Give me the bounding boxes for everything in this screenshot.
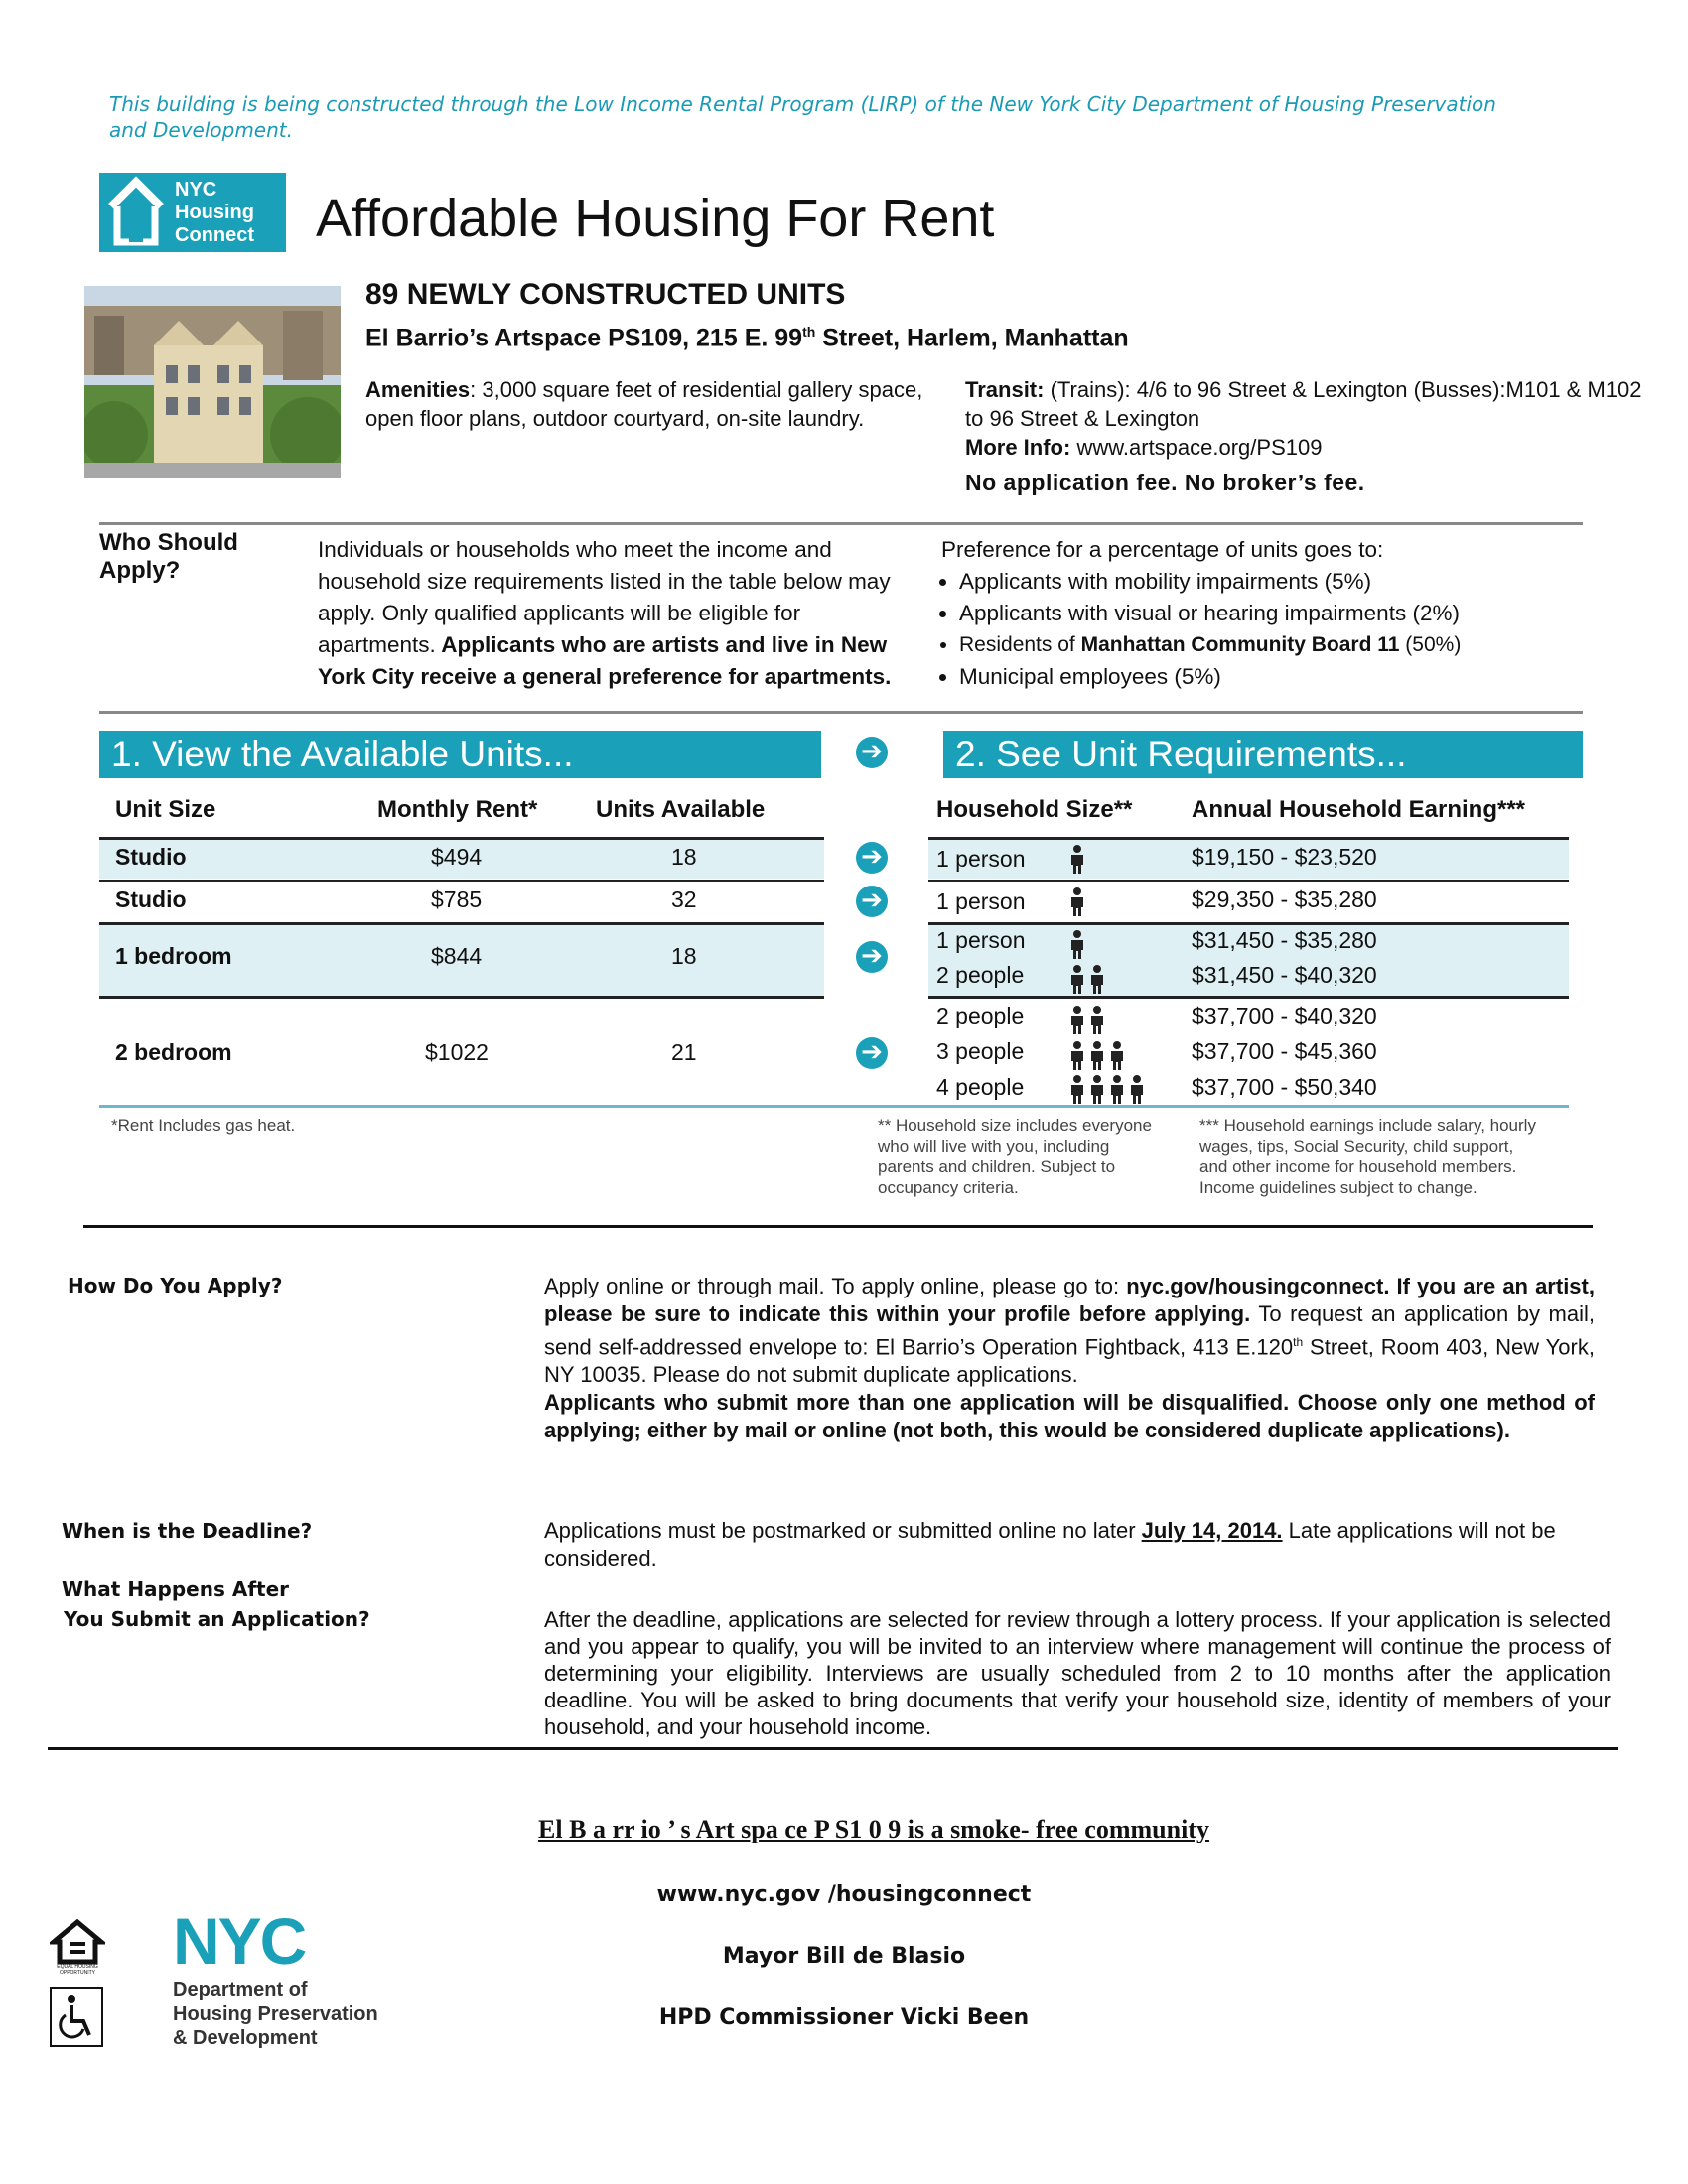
household-size-cell: 2 people: [936, 962, 1025, 988]
after-label-line-1: What Happens After: [62, 1577, 290, 1601]
amenities-text: : 3,000 square feet of residential gallery space, open floor plans, outdoor courtyard, on-site laundry.: [365, 377, 923, 431]
apply-text-2: To request an application by mail, send self-addressed envelope to: El Barrio’s Operation Fightback, 413 E.120: [544, 1301, 1595, 1360]
available-cell: 32: [671, 887, 697, 912]
hpd-logo-line-3: & Development: [173, 2027, 318, 2049]
earning-cell: $37,700 - $50,340: [1192, 1074, 1377, 1100]
earning-footnote: *** Household earnings include salary, hourly wages, tips, Social Security, child support, and other income for household members. Income guidelines subject to change.: [1199, 1116, 1536, 1197]
col-household-size: Household Size**: [936, 796, 1133, 823]
equal-housing-icon: [50, 1918, 105, 1978]
divider: [99, 711, 1583, 714]
who-should-apply-label: [99, 529, 238, 585]
website-link[interactable]: www.nyc.gov /housingconnect: [656, 1882, 1032, 1907]
transit-text: (Trains): 4/6 to 96 Street & Lexington (Busses):M101 & M102 to 96 Street & Lexington: [965, 377, 1642, 431]
preference-item: [959, 629, 1557, 661]
deadline-date: July 14, 2014.: [1141, 1518, 1283, 1543]
row-divider: [928, 880, 1569, 882]
hpd-logo-line-2: Housing Preservation: [173, 2003, 378, 2025]
row-divider: [928, 996, 1569, 999]
housing-connect-logo: [99, 173, 286, 252]
deadline-pre: Applications must be postmarked or submitted online no later: [544, 1518, 1142, 1543]
col-monthly-rent: Monthly Rent*: [377, 796, 538, 823]
apply-text-bold: nyc.gov/housingconnect. If you are an artist, please be sure to indicate this within your profile before applying.: [544, 1274, 1595, 1326]
unit-size-cell: 1 bedroom: [115, 943, 232, 969]
logo-line-1: NYC: [175, 179, 217, 201]
address-main: El Barrio’s Artspace PS109, 215 E. 99: [365, 324, 803, 352]
apply-text-3: Street, Room 403, New York, NY 10035. Please do not submit duplicate applications.: [544, 1334, 1595, 1388]
arrow-right-icon: ➔: [856, 737, 888, 768]
deadline-text: [544, 1517, 1636, 1572]
preference-item-3-pre: Residents of: [959, 633, 1081, 656]
household-size-cell: 4 people: [936, 1074, 1025, 1100]
rent-cell: $494: [431, 844, 483, 870]
smoke-free-notice: El B a rr io ’ s Art spa ce P S1 0 9 is a smoke- free community: [538, 1815, 1209, 1843]
after-text: After the deadline, applications are selected for review through a lottery process. If your application is selected and you appear to qualify, you will be invited to an interview where management will continue the process of determining your eligibility. Interviews are usually scheduled from 2 to 10 months after the application deadline. You will be asked to bring documents that verify your household size, identity of members of your household, and your household income.: [544, 1607, 1611, 1739]
unit-size-cell: 2 bedroom: [115, 1039, 232, 1065]
row-divider: [99, 922, 824, 925]
logo-line-3: Connect: [175, 224, 254, 246]
amenities: [365, 375, 931, 433]
apply-sup: th: [1293, 1335, 1304, 1349]
household-size-cell: 2 people: [936, 1003, 1025, 1028]
col-unit-size: Unit Size: [115, 796, 216, 823]
table-bottom-rule: [99, 1105, 1569, 1108]
preference-item: • Applicants with visual or hearing impairments (2%): [959, 598, 1557, 629]
rent-cell: $844: [431, 943, 483, 969]
apply-label: How Do You Apply?: [68, 1274, 283, 1297]
who-label-line-2: Apply?: [99, 557, 181, 584]
row-divider: [928, 922, 1569, 925]
rent-footnote: *Rent Includes gas heat.: [111, 1116, 296, 1135]
preference-item: • Municipal employees (5%): [959, 661, 1557, 693]
hpd-logo-nyc: NYC: [173, 1904, 306, 1978]
earning-cell: $31,450 - $35,280: [1192, 927, 1377, 953]
unit-size-cell: Studio: [115, 887, 187, 912]
who-should-apply-text: [318, 534, 923, 693]
who-text-plain: Individuals or households who meet the income and household size requirements listed in the table below may apply. Only qualified applicants will be eligible for apartments.: [318, 537, 891, 657]
two-people-icon: [1067, 964, 1107, 999]
apply-text: [544, 1273, 1595, 1444]
banner-view-units: 1. View the Available Units...: [99, 731, 821, 778]
preference-list: [941, 534, 1557, 693]
banner-see-requirements: 2. See Unit Requirements...: [943, 731, 1583, 778]
section-divider: [48, 1747, 1618, 1750]
house-icon: [103, 173, 173, 252]
address: [365, 324, 1129, 352]
household-footnote: ** Household size includes everyone who will live with you, including parents and children. Subject to occupancy criteria.: [878, 1116, 1152, 1197]
address-rest: Street, Harlem, Manhattan: [815, 324, 1129, 352]
more-info-link[interactable]: www.artspace.org/PS109: [1070, 435, 1323, 460]
amenities-label: Amenities: [365, 377, 471, 402]
person-icon: [1067, 929, 1087, 964]
arrow-right-icon: ➔: [856, 1037, 888, 1069]
col-units-available: Units Available: [596, 796, 766, 823]
transit-label: Transit:: [965, 377, 1045, 402]
three-people-icon: [1067, 1040, 1127, 1075]
available-cell: 18: [671, 844, 697, 870]
row-divider: [99, 837, 824, 840]
equal-housing-text: EQUAL HOUSING OPPORTUNITY: [57, 1964, 98, 1976]
arrow-right-icon: ➔: [856, 886, 888, 917]
row-divider: [99, 996, 824, 999]
commissioner-name: HPD Commissioner Vicki Been: [658, 2005, 1030, 2030]
earning-cell: $29,350 - $35,280: [1192, 887, 1377, 912]
accessibility-icon: [50, 1987, 103, 2047]
household-size-cell: 1 person: [936, 888, 1026, 914]
address-sup: th: [802, 324, 816, 340]
section-divider: [83, 1225, 1593, 1228]
preference-item-3-bold: Manhattan Community Board 11: [1080, 633, 1400, 656]
four-people-icon: [1067, 1074, 1147, 1109]
preference-item-3-post: (50%): [1399, 633, 1462, 656]
row-divider: [928, 837, 1569, 840]
household-size-cell: 3 people: [936, 1038, 1025, 1064]
earning-cell: $37,700 - $45,360: [1192, 1038, 1377, 1064]
divider: [99, 522, 1583, 525]
mayor-name: Mayor Bill de Blasio: [722, 1944, 966, 1969]
logo-line-2: Housing: [175, 202, 254, 223]
rent-cell: $785: [431, 887, 483, 912]
col-annual-earning: Annual Household Earning***: [1192, 796, 1526, 823]
page-title: Affordable Housing For Rent: [316, 189, 995, 248]
more-info-label: More Info:: [965, 435, 1071, 460]
arrow-right-icon: ➔: [856, 941, 888, 973]
preference-intro: Preference for a percentage of units goes to:: [941, 537, 1384, 562]
earning-cell: $31,450 - $40,320: [1192, 962, 1377, 988]
two-people-icon: [1067, 1005, 1107, 1039]
after-label: [62, 1574, 370, 1634]
hpd-logo: [173, 1904, 381, 2058]
who-label-line-1: Who Should: [99, 529, 238, 556]
hpd-logo-line-1: Department of: [173, 1979, 308, 2001]
who-text-bold: Applicants who are artists and live in New York City receive a general preference for apartments.: [318, 632, 892, 689]
earning-cell: $19,150 - $23,520: [1192, 844, 1377, 870]
arrow-right-icon: ➔: [856, 842, 888, 874]
household-size-cell: 1 person: [936, 846, 1026, 872]
row-divider: [99, 880, 824, 882]
after-label-line-2: You Submit an Application?: [64, 1607, 370, 1631]
no-fee-note: No application fee. No broker’s fee.: [965, 470, 1365, 495]
person-icon: [1067, 844, 1087, 879]
units-heading: 89 NEWLY CONSTRUCTED UNITS: [365, 278, 846, 311]
available-cell: 18: [671, 943, 697, 969]
preference-item: • Applicants with mobility impairments (5%): [959, 566, 1557, 598]
building-photo: [84, 286, 341, 478]
deadline-label: When is the Deadline?: [62, 1519, 313, 1543]
intro-note: This building is being constructed through the Low Income Rental Program (LIRP) of the New York City Department of Housing Preservation and Development.: [109, 92, 1496, 142]
earning-cell: $37,700 - $40,320: [1192, 1003, 1377, 1028]
household-size-cell: 1 person: [936, 927, 1026, 953]
people-icon-group: [1067, 844, 1087, 874]
deadline-post: Late applications will not be considered.: [544, 1518, 1556, 1570]
rent-cell: $1022: [425, 1039, 489, 1065]
apply-text-1: Apply online or through mail. To apply online, please go to:: [544, 1274, 1127, 1298]
unit-size-cell: Studio: [115, 844, 187, 870]
duplicate-warning: Applicants who submit more than one application will be disqualified. Choose only one method of applying; either by mail or online (not both, this would be considered duplicate applications).: [544, 1390, 1595, 1443]
person-icon: [1067, 887, 1087, 921]
transit-info: [965, 375, 1660, 462]
available-cell: 21: [671, 1039, 697, 1065]
